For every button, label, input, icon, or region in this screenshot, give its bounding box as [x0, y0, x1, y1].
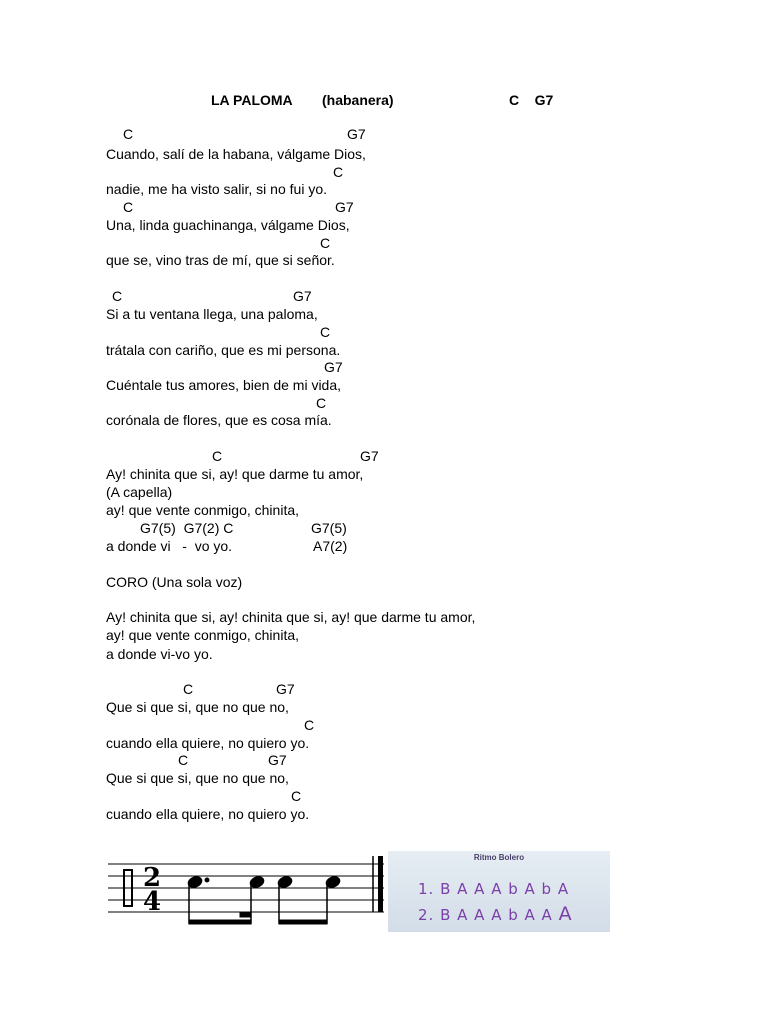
- time-signature-top: 2: [142, 863, 162, 893]
- lyric-line: nadie, me ha visto salir, si no fui yo.: [106, 181, 327, 197]
- lyric-line: a donde vi-vo yo.: [106, 646, 213, 662]
- lyric-line: Cuéntale tus amores, bien de mi vida,: [106, 377, 342, 393]
- song-title: LA PALOMA: [211, 92, 293, 108]
- chord-line: C: [112, 288, 123, 304]
- note-beam: [189, 920, 251, 924]
- chord-line: C: [320, 324, 331, 340]
- ritmo-pattern-2-accent: A: [558, 903, 573, 925]
- lyric-line: que se, vino tras de mí, que si señor.: [106, 252, 335, 268]
- lyric-line: trátala con cariño, que es mi persona.: [106, 342, 341, 358]
- chord-line: G7: [268, 752, 287, 768]
- chord-line: C: [183, 681, 194, 697]
- ritmo-pattern-2: [418, 903, 573, 925]
- final-barline: [378, 856, 383, 912]
- note-beam: [279, 920, 327, 924]
- chorus-label: CORO (Una sola voz): [106, 574, 243, 590]
- lyric-line: cuando ella quiere, no quiero yo.: [106, 806, 310, 822]
- lyric-line: Una, linda guachinanga, válgame Dios,: [106, 217, 350, 233]
- ritmo-pattern-1: 1. B A A A b A b A: [418, 880, 570, 898]
- lyric-line: a donde vi - vo yo.: [106, 538, 233, 554]
- lyric-line: Ay! chinita que si, ay! chinita que si, ay! que darme tu amor,: [106, 609, 476, 625]
- note-beam: [240, 913, 251, 917]
- chord-line: C: [320, 235, 331, 251]
- lyric-line: ay! que vente conmigo, chinita,: [106, 502, 300, 518]
- chord-line: C: [178, 752, 189, 768]
- chord-line: A7(2): [313, 538, 348, 554]
- chord-line: C: [212, 448, 223, 464]
- chord-line: C: [316, 395, 327, 411]
- chord-line: G7: [360, 448, 379, 464]
- lyric-line: (A capella): [106, 484, 173, 500]
- chord-line: C: [333, 164, 344, 180]
- chord-line: C: [291, 788, 302, 804]
- ritmo-pattern-2-text: 2. B A A A b A A: [418, 906, 559, 924]
- chord-line: C: [304, 717, 315, 733]
- chord-line: C: [123, 126, 134, 142]
- chord-line: G7: [324, 359, 343, 375]
- rhythm-notation: [108, 852, 390, 932]
- song-subtitle: (habanera): [322, 92, 394, 108]
- lyric-line: Que si que si, que no que no,: [106, 699, 289, 715]
- lyric-line: Que si que si, que no que no,: [106, 770, 289, 786]
- lyric-line: ay! que vente conmigo, chinita,: [106, 627, 300, 643]
- note-dot: [205, 878, 209, 882]
- chord-line: G7(5) G7(2) C: [140, 520, 234, 536]
- lyric-line: Cuando, salí de la habana, válgame Dios,: [106, 146, 366, 162]
- lyric-line: corónala de flores, que es cosa mía.: [106, 412, 332, 428]
- time-signature-bottom: 4: [142, 887, 162, 917]
- lyric-line: Si a tu ventana llega, una paloma,: [106, 306, 318, 322]
- lyric-line: Ay! chinita que si, ay! que darme tu amor,: [106, 466, 364, 482]
- chord-line: G7(5): [311, 520, 347, 536]
- ritmo-bolero-panel: [388, 851, 610, 932]
- chord-line: G7: [276, 681, 295, 697]
- chord-line: G7: [293, 288, 312, 304]
- chord-line: C: [123, 199, 134, 215]
- song-keys: C G7: [509, 92, 554, 108]
- ritmo-title: Ritmo Bolero: [473, 853, 525, 862]
- chord-line: G7: [347, 126, 366, 142]
- rhythm-staff-svg: [108, 852, 390, 932]
- lyric-line: cuando ella quiere, no quiero yo.: [106, 735, 310, 751]
- chord-line: G7: [335, 199, 354, 215]
